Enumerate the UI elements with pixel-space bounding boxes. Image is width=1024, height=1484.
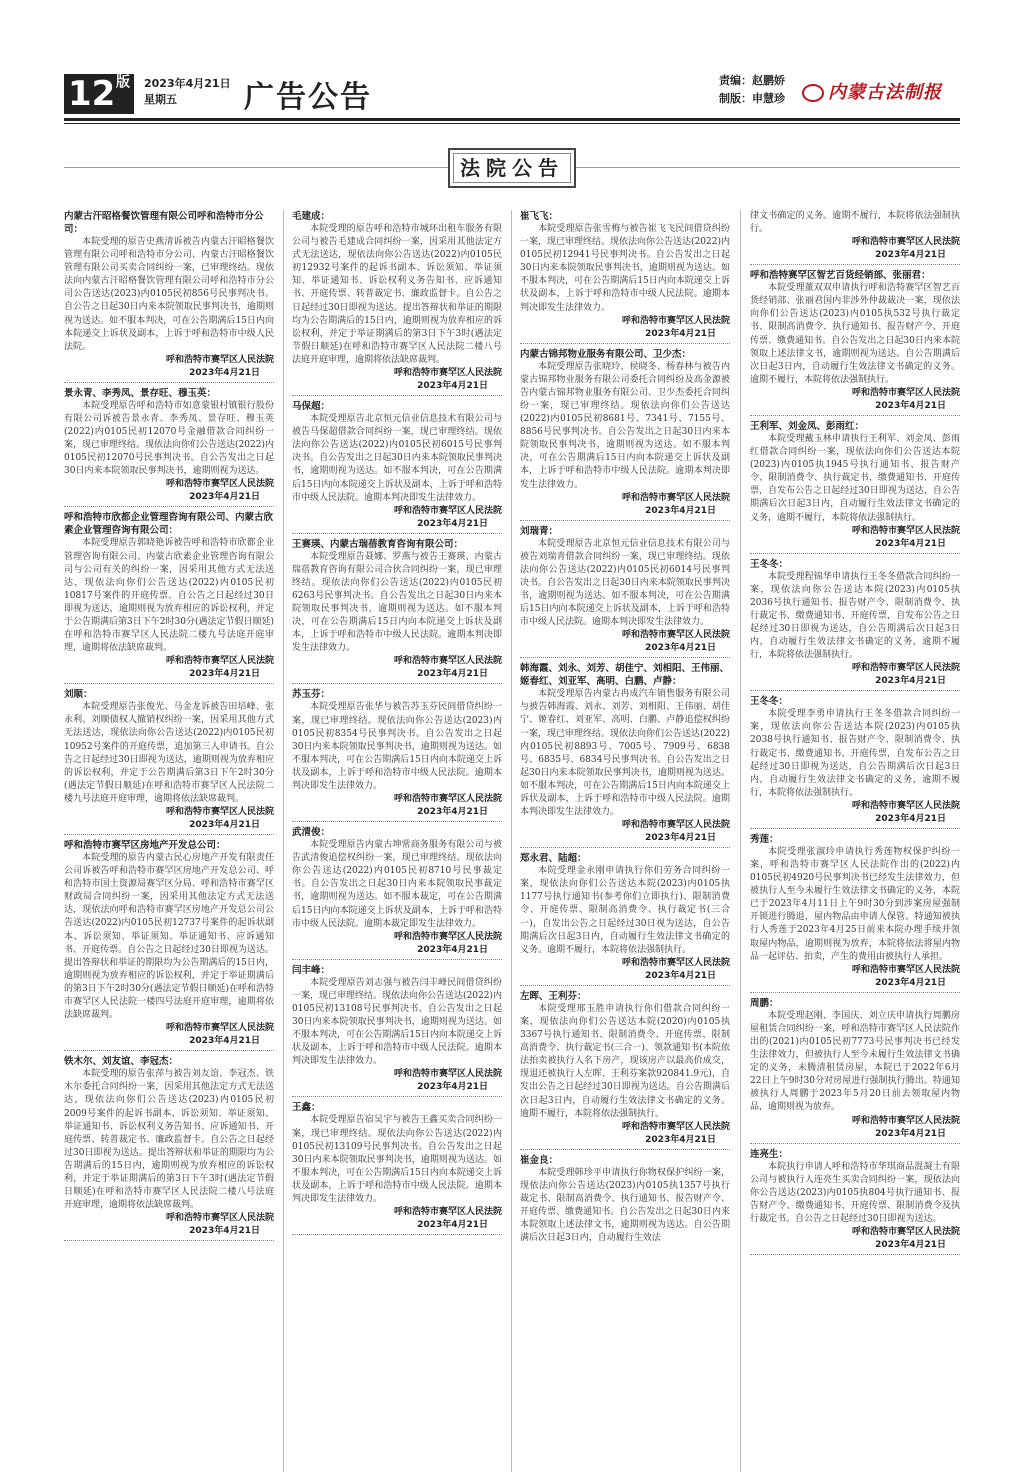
notice-date: 2023年4月21日 [520,505,730,521]
notice-court: 呼和浩特市赛罕区人民法院 [851,964,960,975]
court-notice [750,1148,960,1255]
notice-body: 本院受理原告内蒙古坤常商务服务有限公司与被告武清俊追偿权纠纷一案，现已审理终结。现依法向你公告送达(2022)内0105民初8710号民事裁定书。自公告发出之日起30日内来本院领取民事裁定书，逾期则视为送达。如不服本裁定，可在公告期满后15日内向本院递交上诉状及副本，上诉于呼和浩特市中级人民法院。逾期本裁定即发生法律效力。 [292,840,502,929]
notice-court: 呼和浩特市赛罕区人民法院 [393,794,502,805]
court-notice [520,525,730,659]
notice-court: 呼和浩特市赛罕区人民法院 [393,1207,502,1218]
notice-body: 本院受理的原告内蒙古民心房地产开发有限责任公司诉被告呼和浩特市赛罕区房地产开发总公司、呼和浩特市国土资源局赛罕区分局、呼和浩特市赛罕区财政局合同纠纷一案，因采用其他法定方式无法送达，现依法向呼和浩特市赛罕区房地产开发总公司公告送达(2022)内0105民初12737号案件的起诉状副本、诉讼须知、举证须知、举证通知书、应诉通知书、开庭传票。自公告之日起经过30日即视为送达。提出答辩状和举证的期限均为公告期满后的15日内，逾期则视为放弃相应的诉讼权利，并定于举证期满后的第3日下午2时30分(遇法定节假日顺延)在呼和浩特市赛罕区人民法院一楼四号法庭开庭审理，逾期将依法缺席裁判。 [64,853,274,1021]
notice-date: 2023年4月21日 [292,380,502,396]
notice-date: 2023年4月21日 [750,813,960,829]
notice-body: 本院受理原告张晓玲、侯晓冬、杨春林与被告内蒙古锦邦物业服务有限公司委托合同纠纷及高金源被告内蒙古锦邦物业服务有限公司、卫少杰委托合同纠纷一案，现已审理终结。现依法向你们公告送达(2022)内0105民初8681号、7341号、7155号、8856号民事判决书。自公告发出之日起30日内来本院领取民事判决书，逾期则视为送达。如不服本判决，可在公告期满后15日内向本院递交上诉状及副本，上诉于呼和浩特市中级人民法院。逾期本判决即发生法律效力。 [520,361,730,490]
editor-credit: 责编：赵鹏娇 [719,74,785,87]
column-2 [292,210,502,1472]
notice-body: 本院受理原告刘志强与被告闫丰峰民间借贷纠纷一案，现已审理终结。现依法向你公告送达(2022)内0105民初13108号民事判决书。自公告发出之日起30日内来本院领取民事判决书，逾期则视为送达。如不服本判决，可在公告期满后15日内向本院递交上诉状及副本，上诉于呼和浩特市中级人民法院。逾期本判决即发生法律效力。 [292,977,502,1067]
court-notice [750,420,960,554]
notice-court: 呼和浩特市赛罕区人民法院 [165,1023,274,1034]
notice-addressee: 郑永君、陆超： [520,853,587,865]
page-suffix: 版 [114,74,130,88]
notice-court: 呼和浩特市赛罕区人民法院 [851,237,960,248]
notice-date: 2023年4月21日 [292,1219,502,1235]
court-notice [292,826,502,960]
notice-body: 本院受理原告张俊光、马金龙诉被告田培峰、张永利、刘顺债权人撤销权纠纷一案，因采用其他方式无法送达，现依法向你公告送达(2022)内0105民初10952号案件的开庭传票，追加第三人申请书。自公告之日起经过30日即视为送达，逾期则视为放弃相应的诉讼权利，并定于公告期满后第3日下午2时30分(遇法定节假日顺延)在呼和浩特市赛罕区人民法院二楼九号法庭开庭审理，逾期将依法缺席裁判。 [64,702,274,804]
notice-addressee: 韩海霞、刘永、刘芳、胡佳宁、刘相阳、王伟丽、姬春红、刘亚军、高明、白鹏、卢静： [520,663,730,688]
notice-date: 2023年4月21日 [64,1225,274,1241]
court-notice [520,852,730,986]
notice-columns [64,210,960,1472]
court-notice [64,511,274,684]
notice-addressee: 内蒙古汗昭格餐饮管理有限公司呼和浩特市分公司： [64,211,264,235]
notice-body: 本院受理韩珍平申请执行你物权保护纠纷一案，现依法向你公告送达(2023)内0105执1357号执行裁定书、限制高消费令、执行通知书、报告财产令、开庭传票、缴费通知书。自公告发出之日起30日内来本院领取上述法律文书，逾期则视为送达。自公告期满后次日起3日内，自动履行生效法 [520,1167,730,1244]
notice-addressee: 铁木尔、刘友谊、李冠杰： [64,1056,179,1068]
notice-body: 本院受理张淑玲申请执行秀莲物权保护纠纷一案，呼和浩特市赛罕区人民法院作出的(2022)内0105民初4920号民事判决书已经发生法律效力，但被执行人至今未履行生效法律文书确定的义务，本院已于2023年4月11日上午9时30分到涉案房屋强制开锁进行腾退，屋内物品由申请人保管。特通知被执行人秀莲于2023年4月25日前来本院办理手续并领取屋内物品，逾期则视为放弃，本院将依法将屋内物品一起评估、拍卖，产生的费用由被执行人承担。 [750,846,960,962]
notice-court: 呼和浩特市赛罕区人民法院 [165,479,274,490]
notice-addressee: 刘瑞青： [520,525,559,537]
notice-body: 本院受理原告北京恒元信业信息技术有限公司与被告刘瑞青借款合同纠纷一案，现已审理终结。现依法向你公告送达(2022)内0105民初6014号民事判决书。自公告发出之日起30日内来本院领取民事判决书，逾期则视为送达。如不服本判决，可在公告期满后15日内向本院递交上诉状及副本，上诉于呼和浩特市中级人民法院。逾期本判决即发生法律效力。 [520,538,730,628]
notice-court: 呼和浩特市赛罕区人民法院 [621,820,730,831]
notice-body: 本院受理金永刚申请执行你们劳务合同纠纷一案，现依法向你们公告送达本院(2023)内0105执1177号执行通知书(参考你们立即执行)、限制消费令、开庭传票、限制高消费令、执行裁定书(三合一)，自发出公告之日起经过30日视为送达，自公告期满后次日起3日内，自动履行生效法律文书确定的义务。逾期不履行，本院将依法强制执行。 [520,866,730,955]
court-notice [520,990,730,1150]
notice-date: 2023年4月21日 [64,819,274,835]
court-notice [64,387,274,508]
notice-addressee: 刘顺： [64,689,93,701]
column-4 [750,210,960,1472]
header-rule [64,118,960,121]
notice-court: 呼和浩特市赛罕区人民法院 [393,368,502,379]
notice-addressee: 苏玉芬： [292,689,331,701]
notice-addressee: 王鑫： [292,1102,321,1114]
notice-addressee: 王冬冬： [750,696,789,708]
notice-body: 本院受理原告内蒙古冉成汽车销售服务有限公司与被告韩海霞、刘永、刘芳、刘相阳、王伟丽、胡佳宁、姬春红、刘亚军、高明、白鹏、卢静追偿权纠纷一案，现已审理终结。现依法向你们公告送达(2022)内0105民初8893号、7005号、7909号、6838号、6835号、6834号民事判决书。自公告发出之日起30日内来本院领取民事判决书，逾期则视为送达。如不服本判决，可在公告期满后15日内向本院递交上诉状及副本，上诉于呼和浩特市中级人民法院。逾期本判决即发生法律效力。 [520,689,730,818]
notice-body: 本院受理原告张雪梅与被告崔飞飞民间借贷纠纷一案，现已审理终结。现依法向你公告送达(2022)内0105民初12941号民事判决书。自公告发出之日起30日内来本院领取民事判决书，逾期则视为送达。如不服本判决，可在公告期满后15日内向本院递交上诉状及副本，上诉于呼和浩特市中级人民法院。逾期本判决即发生法律效力。 [520,224,730,313]
notice-addressee: 连亮生： [750,1148,789,1160]
notice-date: 2023年4月21日 [520,970,730,986]
issue-weekday: 星期五 [144,93,177,106]
notice-date: 2023年4月21日 [64,367,274,383]
court-notice [750,695,960,829]
notice-date: 2023年4月21日 [520,832,730,848]
notice-date: 2023年4月21日 [292,668,502,684]
producer-credit: 制版：申慧珍 [719,92,785,105]
newspaper-logo [802,78,942,104]
court-notice [64,839,274,1051]
column-divider [511,210,512,1472]
notice-body: 本院受理原告宿吴宇与被告王鑫买卖合同纠纷一案，现已审理终结。现依法向你公告送达(2022)内0105民初13109号民事判决书。自公告发出之日起30日内来本院领取民事判决书，逾期则视为送达。如不服本判决，可在公告期满后15日内向本院递交上诉状及副本，上诉于呼和浩特市中级人民法院。逾期本判决即发生法律效力。 [292,1115,502,1204]
notice-date: 2023年4月21日 [292,518,502,534]
notice-addressee: 马保超： [292,401,331,413]
section-title: 广告公告 [244,80,372,115]
notice-date: 2023年4月21日 [750,977,960,993]
court-notice [64,210,274,383]
notice-date: 2023年4月21日 [520,642,730,658]
court-notice [750,269,960,416]
notice-body: 本院受理原告呼和浩特市如意蒙银村镇银行股份有限公司诉被告景永青、李秀凤、景存旺、穆玉英(2022)内0105民初12070号金融借款合同纠纷一案，现已审理终结。现依法向你们公告送达(2022)内0105民初12070号民事判决书。自公告发出之日起30日内来本院领取民事判决书，逾期则视为送达。 [64,400,274,477]
banner-title: 法院公告 [448,148,576,188]
court-notice [750,558,960,692]
court-notice [64,1055,274,1241]
column-divider [283,210,284,1472]
notice-court: 呼和浩特市赛罕区人民法院 [393,656,502,667]
notice-date: 2023年4月21日 [750,249,960,265]
notice-body: 本院受理程锦华申请执行王冬冬借款合同纠纷一案，现依法向你公告送达本院(2023)内0105执2036号执行通知书、报告财产令、限制消费令、执行裁定书、缴费通知书、开庭传票，自发布公告之日起经过30日即视为送达，自公告期满后次日起3日内，自动履行生效法律文书确定的义务，逾期不履行，本院将依法强制执行。 [750,571,960,661]
notice-court: 呼和浩特市赛罕区人民法院 [621,957,730,968]
notice-body: 律文书确定的义务。逾期不履行，本院将依法强制执行。 [750,211,960,235]
column-1 [64,210,274,1472]
notice-addressee: 崔金良： [520,1154,559,1166]
notice-addressee: 左晖、王利芬： [520,990,587,1002]
notice-body: 本院受理原告张华与被告苏玉芬民间借贷纠纷一案，现已审理终结。现依法向你公告送达(2023)内0105民初8354号民事判决书。自公告发出之日起30日内来本院领取民事判决书，逾期则视为送达。如不服本判决，可在公告期满后15日内向本院递交上诉状及副本，上诉于呼和浩特市中级人民法院。逾期本判决即发生法律效力。 [292,702,502,791]
notice-date: 2023年4月21日 [292,1081,502,1097]
notice-date: 2023年4月21日 [64,668,274,684]
court-notice [750,210,960,265]
notice-court: 呼和浩特市赛罕区人民法院 [621,315,730,326]
column-divider [740,210,741,1472]
notice-court: 呼和浩特市赛罕区人民法院 [393,931,502,942]
notice-date: 2023年4月21日 [520,1134,730,1150]
court-notice [750,997,960,1144]
notice-body: 本院受理邢玉胜申请执行你们借款合同纠纷一案，现依法向你们公告送达本院(2020)内0105执3367号执行通知书、限制消费令、开庭传票、限制高消费令、执行裁定书(三合一)、领款通知书(本院依法拍卖被执行人名下房产，现该房产以最高价成交，现退还被执行人左晖、王利芬案款920841.9元)，自发出公告之日起经过30日即视为送达。自公告期满后次日起3日内，自动履行生效法律文书确定的义务。逾期不履行，本院将依法强制执行。 [520,1003,730,1119]
notice-addressee: 呼和浩特市赛罕区房地产开发总公司： [64,840,226,851]
notice-body: 本院执行申请人呼和浩特市华琪商品混凝土有限公司与被执行人连亮生买卖合同纠纷一案，现依法向你公告送达(2023)内0105执804号执行通知书、报告财产令、缴费通知书、开庭传票、限制消费令及执行裁定书。自公告之日起经过30日即视为送达。 [750,1161,960,1224]
page-number: 12 版 [64,74,134,114]
court-notice [292,964,502,1098]
notice-body: 本院受理的原告张萍与被告刘友谊、李冠杰、铁木尔委托合同纠纷一案，因采用其他法定方式无法送达，现依法向你们公告送达(2023)内0105民初2009号案件的起诉书副本、诉讼须知、举证须知、举证通知书、诉讼权利义务告知书、应诉通知书、开庭传票、转普裁定书、廉政监督卡。自公告之日起经过30日即视为送达。提出答辩状和举证的期限均为公告期满后的15日内，逾期则视为放弃相应的诉讼权利，并定于举证期满后的第3日下午3时(遇法定节假日顺延)在呼和浩特市赛罕区人民法院二楼八号法庭开庭审理，逾期将依法缺席裁判。 [64,1069,274,1211]
notice-addressee: 武清俊： [292,827,331,839]
notice-court: 呼和浩特市赛罕区人民法院 [621,492,730,503]
notice-court: 呼和浩特市赛罕区人民法院 [393,1069,502,1080]
court-notice [520,348,730,521]
masthead [64,66,960,116]
notice-addressee: 崔飞飞： [520,211,559,222]
court-notice [520,1154,730,1246]
court-notice [64,688,274,835]
notice-court: 呼和浩特市赛罕区人民法院 [165,1213,274,1224]
staff-credits [719,72,785,108]
banner-line-left [64,167,448,168]
notice-addressee: 王赛瑛、内蒙古瑞蓓教育咨询有限公司： [292,538,464,550]
section-banner [64,148,960,188]
notice-addressee: 呼和浩特市欣都企业管理咨询有限公司、内蒙古欣素企业管理咨询有限公司： [64,512,274,537]
notice-court: 呼和浩特市赛罕区人民法院 [165,656,274,667]
notice-addressee: 毛建成： [292,211,331,222]
column-3 [520,210,730,1472]
court-notice [292,538,502,685]
notice-addressee: 内蒙古锦邦物业服务有限公司、卫少杰： [520,348,692,360]
notice-date: 2023年4月21日 [750,1239,960,1255]
notice-court: 呼和浩特市赛罕区人民法院 [851,525,960,536]
notice-body: 本院受理董双双申请执行呼和浩特赛罕区智艺百货经销部、张丽君国内非涉外仲裁裁决一案，现依法向你们公告送达(2023)内0105执532号执行裁定书、限制高消费令、执行通知书、报告财产令、开庭传票、缴费通知书。自公告发出之日起30日内来本院领取上述法律文书，逾期则视为送达。自公告期满后次日起3日内，自动履行生效法律文书确定的义务。逾期不履行，本院将依法强制执行。 [750,283,960,385]
notice-court: 呼和浩特市赛罕区人民法院 [851,1115,960,1126]
notice-date: 2023年4月21日 [292,806,502,822]
notice-addressee: 呼和浩特赛罕区智艺百货经销部、张丽君： [750,270,931,282]
notice-addressee: 秀莲： [750,833,779,845]
notice-body: 本院受理戴玉林申请执行王利军、刘金凤、彭雨红借款合同纠纷一案，现依法向你们公告送达本院(2023)内0105执1945号执行通知书、报告财产令、限制消费令、执行裁定书、缴费通知书、开庭传票，自发布公告之日起经过30日即视为送达，自公告期满后次日起3日内，自动履行生效法律文书确定的义务，逾期不履行，本院将依法强制执行。 [750,433,960,523]
notice-body: 本院受理赵刚、李国庆、刘立庆申请执行周鹏房屋租赁合同纠纷一案，呼和浩特市赛罕区人民法院作出的(2021)内0105民初7773号民事判决书已经发生法律效力，但被执行人至今未履行生效法律文书确定的义务，未腾清租赁房屋，本院已于2022年6月22日上午9时30分对房屋进行强制执行腾出。特通知被执行人周鹏于2023年5月20日前去领取屋内物品，逾期则视为放弃。 [750,1010,960,1113]
notice-date: 2023年4月21日 [750,675,960,691]
notice-date: 2023年4月21日 [750,1128,960,1144]
notice-addressee: 王利军、刘金凤、彭雨红： [750,420,865,432]
notice-body: 本院受理原告北京恒元信业信息技术有限公司与被告马保超借款合同纠纷一案，现已审理终结。现依法向你公告送达(2022)内0105民初6015号民事判决书。自公告发出之日起30日内来本院领取民事判决书，逾期则视为送达。如不服本判决，可在公告期满后15日内向本院递交上诉状及副本，上诉于呼和浩特市中级人民法院。逾期本判决即发生法律效力。 [292,414,502,503]
notice-date: 2023年4月21日 [750,538,960,554]
issue-date: 2023年4月21日 [144,77,231,90]
logo-emblem-icon [802,84,824,102]
court-notice [520,662,730,848]
notice-date: 2023年4月21日 [64,1035,274,1051]
notice-court: 呼和浩特市赛罕区人民法院 [165,354,274,365]
notice-date: 2023年4月21日 [292,944,502,960]
notice-court: 呼和浩特市赛罕区人民法院 [851,663,960,674]
notice-date: 2023年4月21日 [750,400,960,416]
notice-court: 呼和浩特市赛罕区人民法院 [851,800,960,811]
notice-court: 呼和浩特市赛罕区人民法院 [851,387,960,398]
notice-body: 本院受理的原告史燕清诉被告内蒙古汗昭格餐饮管理有限公司呼和浩特市分公司、内蒙古汗昭格餐饮管理有限公司买卖合同纠纷一案，已审理终结。现依法向内蒙古汗昭格餐饮管理有限公司呼和浩特市分公司公告送达(2023)内0105民初856号民事判决书。自公告之日起30日内来本院领取民事判决书，逾期则视为送达。如不服本判决，可在公告期满后15日内向本院递交上诉状及副本，上诉于呼和浩特市中级人民法院。 [64,237,274,352]
notice-body: 本院受理李勇申请执行王冬冬借款合同纠纷一案，现依法向你公告送达本院(2023)内0105执2038号执行通知书、报告财产令、限制消费令、执行裁定书、缴费通知书、开庭传票，自发布公告之日起经过30日即视为送达，自公告期满后次日起3日内，自动履行生效法律文书确定的义务，逾期不履行，本院将依法强制执行。 [750,709,960,798]
notice-addressee: 王冬冬： [750,558,789,570]
notice-date: 2023年4月21日 [64,491,274,507]
notice-date: 2023年4月21日 [520,328,730,344]
notice-court: 呼和浩特市赛罕区人民法院 [851,1226,960,1237]
court-notice [292,688,502,822]
logo-text: 内蒙古法制报 [828,82,942,103]
header-rule-thin [64,123,960,124]
court-notice [750,833,960,993]
notice-addressee: 周鹏： [750,997,779,1009]
notice-court: 呼和浩特市赛罕区人民法院 [621,1121,730,1132]
notice-addressee: 闫丰峰： [292,964,331,976]
court-notice [292,210,502,396]
notice-body: 本院受理的原告呼和浩特市城环出租车服务有限公司与被告毛建成合同纠纷一案，因采用其他法定方式无法送达，现依法向你公告送达(2022)内0105民初12932号案件的起诉书副本、诉讼须知、举证须知、举证通知书、诉讼权利义务告知书、应诉通知书、开庭传票、转普裁定书、廉政监督卡。自公告之日起经过30日即视为送达。提出答辩状和举证的期限均为公告期满后的15日内，逾期则视为放弃相应的诉讼权利，并定于举证期满后的第3日下午3时(遇法定节假日顺延)在呼和浩特市赛罕区人民法院二楼八号法庭开庭审理，逾期将依法缺席裁判。 [292,224,502,365]
court-notice [520,210,730,344]
notice-addressee: 景永青、李秀凤、景存旺、穆玉英： [64,387,217,399]
notice-court: 呼和浩特市赛罕区人民法院 [393,505,502,516]
notice-body: 本院受理原告聂娜、罗燕与被告王赛瑛、内蒙古瑞蓓教育咨询有限公司合伙合同纠纷一案，现已审理终结。现依法向你们公告送达(2022)内0105民初6263号民事判决书。自公告发出之日起30日内来本院领取民事判决书，逾期则视为送达。如不服本判决，可在公告期满后15日内向本院递交上诉状及副本，上诉于呼和浩特市中级人民法院。逾期本判决即发生法律效力。 [292,551,502,654]
issue-date-box [144,76,231,108]
notice-court: 呼和浩特市赛罕区人民法院 [165,807,274,817]
notice-court: 呼和浩特市赛罕区人民法院 [621,630,730,641]
banner-line-right [576,167,960,168]
notice-body: 本院受理原告郭晓艳诉被告呼和浩特市欣都企业管理咨询有限公司、内蒙古欣素企业管理咨询有限公司与公司有关的纠纷一案，因采用其他方式无法送达，现依法向你们公告送达(2022)内0105民初10817号案件的开庭传票。自公告之日起经过30日即视为送达，逾期则视为放弃相应的诉讼权利，并定于公告期满后第3日下午2时30分(遇法定节假日顺延)在呼和浩特市赛罕区人民法院二楼九号法庭开庭审理，逾期将依法缺席裁判。 [64,538,274,654]
court-notice [292,400,502,534]
court-notice [292,1101,502,1235]
